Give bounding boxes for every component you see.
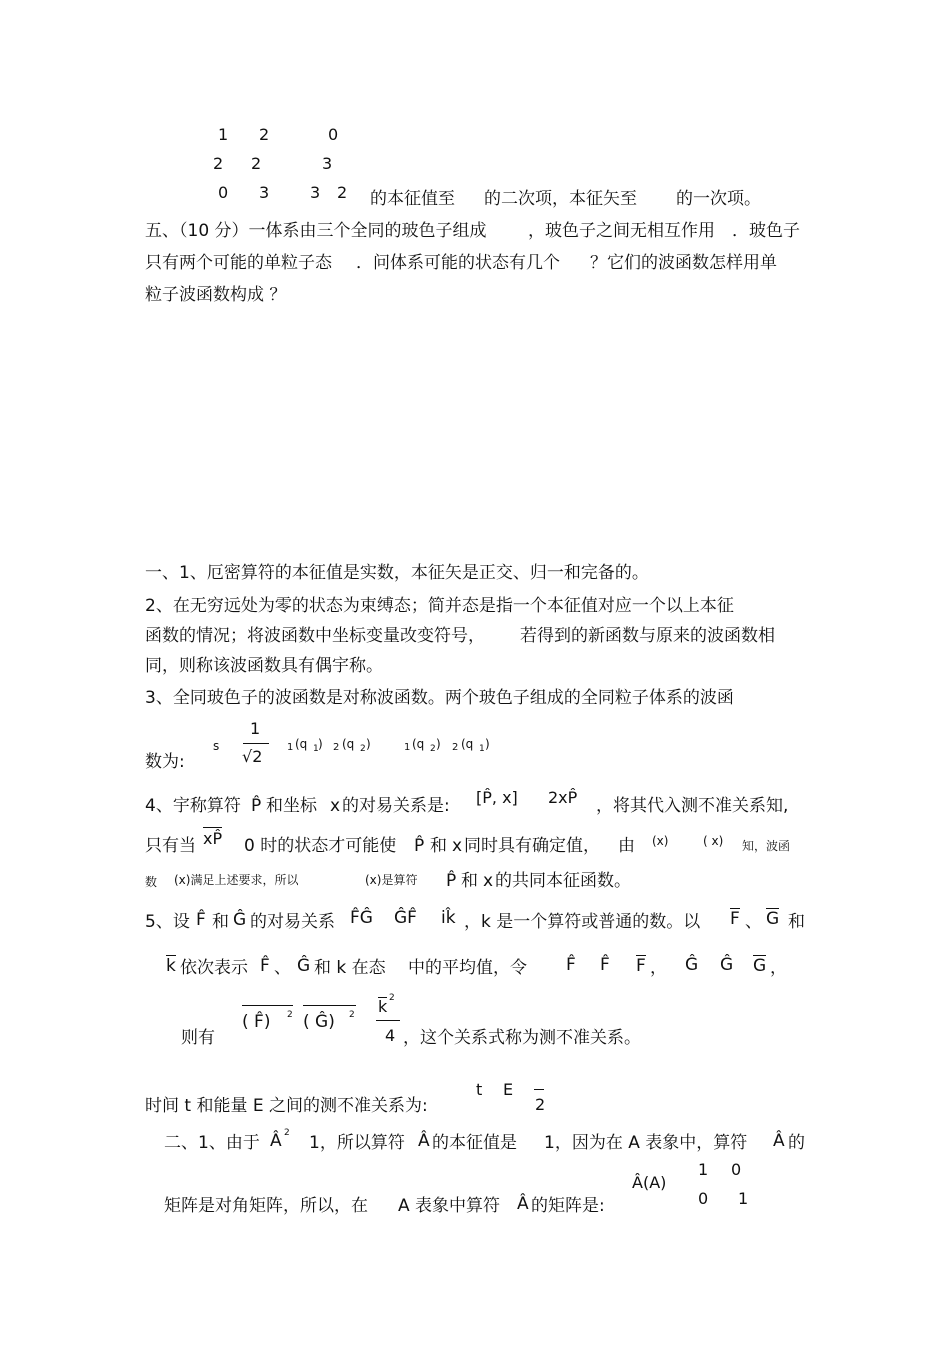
answer-4-small: 数	[145, 875, 158, 889]
question-5-text: 五、（10 分）一体系由三个全同的玻色子组成	[145, 221, 487, 241]
time-energy-text: 时间 t 和能量 E 之间的测不准关系为:	[145, 1096, 428, 1116]
fraction-denominator: 4	[385, 1026, 396, 1045]
variable-x: x	[452, 836, 463, 856]
matrix-cell: 3	[310, 183, 321, 202]
answer-2-line: 函数的情况；将波函数中坐标变量改变符号，	[145, 626, 485, 646]
commutator-result: 2xP̂	[548, 788, 578, 807]
operator-F: F̂	[600, 955, 610, 975]
formula-term: )	[318, 737, 323, 751]
answer-b1-line: 二、1、由于	[164, 1133, 260, 1153]
prev-question-text: 的二次项，本征矢至	[484, 189, 637, 209]
answer-5-line: 和	[212, 912, 229, 932]
answer-5-line: 5、设	[145, 912, 190, 932]
answer-b1-line: A 表象中算符	[398, 1196, 501, 1216]
formula-term: )	[366, 737, 371, 751]
mean-square-deltaF: ( F̂)	[242, 1005, 293, 1032]
answer-4-line: 和坐标	[266, 796, 317, 816]
exponent: 2	[349, 1010, 355, 1020]
answer-b1-line: 1，所以算符	[309, 1133, 405, 1153]
mean-square-deltaG: ( Ĝ)	[303, 1005, 356, 1032]
formula-symbol: s	[213, 739, 220, 753]
answer-4-line: 和	[461, 871, 478, 891]
formula-index: 1	[404, 742, 411, 753]
answer-5-line: ，	[770, 958, 787, 978]
matrix-element: 0	[698, 1189, 709, 1208]
matrix-cell: 3	[322, 154, 333, 173]
fraction-denominator: 2	[535, 1095, 546, 1114]
answer-2-line: 2、在无穷远处为零的状态为束缚态；简并态是指一个本征值对应一个以上本征	[145, 596, 734, 616]
matrix-cell: 3	[259, 183, 270, 202]
question-5-text: ．问体系可能的状态有几个	[356, 253, 560, 273]
mean-F: F	[636, 956, 646, 976]
variable-t: t	[476, 1080, 483, 1099]
mean-G: G	[753, 956, 767, 976]
operator-A: Â	[773, 1131, 785, 1151]
formula-term: (q	[461, 737, 474, 751]
matrix-A-label: Â(A)	[632, 1173, 667, 1192]
delta-G: Ĝ	[685, 955, 699, 975]
variable-E: E	[503, 1080, 514, 1099]
psi-minus-x: ( x)	[703, 834, 724, 848]
product-GF: ĜF̂	[394, 908, 417, 928]
question-5-text: ，玻色子之间无相互作用	[528, 221, 715, 241]
answer-5-line: 、	[745, 912, 762, 932]
mean-F: F	[730, 909, 740, 929]
ik-term: ik̂	[441, 908, 456, 928]
exponent: 2	[287, 1010, 293, 1020]
matrix-cell: 0	[218, 183, 229, 202]
formula-subscript: 1	[479, 744, 485, 754]
exponent: 2	[389, 993, 395, 1003]
formula-term: )	[485, 737, 490, 751]
question-5-text: ？它们的波函数怎样用单	[590, 253, 777, 273]
matrix-cell: 2	[337, 183, 348, 202]
answer-b1-line: 1，因为在 A 表象中，算符	[544, 1133, 748, 1153]
formula-denominator: √2	[242, 747, 263, 766]
formula-term: (q	[295, 737, 308, 751]
operator-G: Ĝ	[720, 955, 734, 975]
answer-2-line: 若得到的新函数与原来的波函数相	[520, 626, 775, 646]
operator-A: Â	[418, 1131, 430, 1151]
answer-4-small: 知，波函	[742, 839, 791, 853]
operator-A: Â	[517, 1194, 529, 1214]
formula-numerator: 1	[250, 719, 261, 738]
operator-G: Ĝ	[297, 956, 311, 976]
matrix-cell: 2	[259, 125, 270, 144]
answer-5-line: 的对易关系	[250, 912, 335, 932]
answer-b1-line: 的	[788, 1133, 805, 1153]
mean-k: k	[166, 956, 176, 976]
answer-5-line: 中的平均值，令	[408, 958, 527, 978]
answer-5-line: ，k 是一个算符或普通的数。以	[464, 912, 701, 932]
formula-term: (q	[342, 737, 355, 751]
formula-term: (q	[412, 737, 425, 751]
fraction-bar	[376, 1020, 400, 1021]
matrix-element: 1	[698, 1160, 709, 1179]
formula-subscript: 2	[360, 744, 366, 754]
answer-4-line: 同时具有确定值，	[464, 836, 600, 856]
answer-3-line: 数为:	[145, 752, 185, 772]
commutator: [P̂, x]	[476, 788, 518, 807]
fraction-bar	[534, 1089, 544, 1090]
product-FG: F̂Ĝ	[350, 908, 373, 928]
prev-question-text: 的本征值至	[370, 189, 455, 209]
formula-subscript: 2	[430, 744, 436, 754]
psi-x: (x)	[652, 834, 669, 848]
question-5-text: 粒子波函数构成 ？	[145, 285, 287, 305]
prev-question-text: 的一次项。	[676, 189, 761, 209]
matrix-element: 0	[731, 1160, 742, 1179]
formula-index: 2	[452, 742, 459, 753]
formula-index: 2	[333, 742, 340, 753]
delta-F: F̂	[566, 955, 576, 975]
answer-5-line: 依次表示	[180, 958, 248, 978]
operator-P: P̂	[446, 871, 457, 891]
operator-F: F̂	[260, 956, 270, 976]
formula-subscript: 1	[313, 744, 319, 754]
matrix-cell: 2	[213, 154, 224, 173]
answer-b1-line: 的本征值是	[432, 1133, 517, 1153]
operator-F: F̂	[196, 910, 206, 930]
answer-4-small: (x)满足上述要求，所以	[174, 873, 299, 887]
operator-P: P̂	[414, 836, 425, 856]
answer-2-line: 同，则称该波函数具有偶宇称。	[145, 656, 383, 676]
answer-4-line: ，将其代入测不准关系知,	[596, 796, 789, 816]
matrix-cell: 0	[328, 125, 339, 144]
answer-4-line: 0 时的状态才可能使	[244, 836, 397, 856]
answer-1-1: 一、1、厄密算符的本征值是实数，本征矢是正交、归一和完备的。	[145, 563, 649, 583]
answer-4-line: 和	[430, 836, 447, 856]
variable-x: x	[330, 796, 341, 816]
answer-5-line: 和 k 在态	[314, 958, 386, 978]
answer-5-line: 、	[274, 958, 291, 978]
formula-term: )	[436, 737, 441, 751]
variable-x: x	[483, 871, 494, 891]
answer-4-small: (x)是算符	[365, 873, 418, 887]
operator-A: Â	[270, 1131, 282, 1151]
answer-b1-line: 的矩阵是:	[531, 1196, 605, 1216]
mean-k: k	[378, 997, 388, 1016]
matrix-element: 1	[738, 1189, 749, 1208]
formula-index: 1	[287, 742, 294, 753]
answer-4-line: 的共同本征函数。	[495, 871, 631, 891]
mean-G: G	[766, 909, 780, 929]
answer-4-line: 4、宇称算符	[145, 796, 241, 816]
answer-5-line: 则有	[181, 1028, 215, 1048]
operator-G: Ĝ	[233, 910, 247, 930]
fraction-bar	[243, 743, 269, 744]
answer-4-line: 只有当	[145, 836, 196, 856]
answer-4-line: 的对易关系是:	[342, 796, 450, 816]
answer-4-line: 由	[618, 836, 635, 856]
answer-5-line: ，这个关系式称为测不准关系。	[403, 1028, 641, 1048]
answer-5-line: 和	[788, 912, 805, 932]
matrix-cell: 1	[218, 125, 229, 144]
answer-3-line: 3、全同玻色子的波函数是对称波函数。两个玻色子组成的全同粒子体系的波函	[145, 688, 734, 708]
question-5-text: ．玻色子	[732, 221, 800, 241]
matrix-cell: 2	[251, 154, 262, 173]
answer-b1-line: 矩阵是对角矩阵，所以，在	[164, 1196, 368, 1216]
exponent: 2	[284, 1128, 290, 1138]
overline-xP: xP̂	[203, 829, 223, 848]
question-5-text: 只有两个可能的单粒子态	[145, 253, 332, 273]
answer-5-line: ，	[650, 958, 667, 978]
operator-P: P̂	[251, 796, 262, 816]
